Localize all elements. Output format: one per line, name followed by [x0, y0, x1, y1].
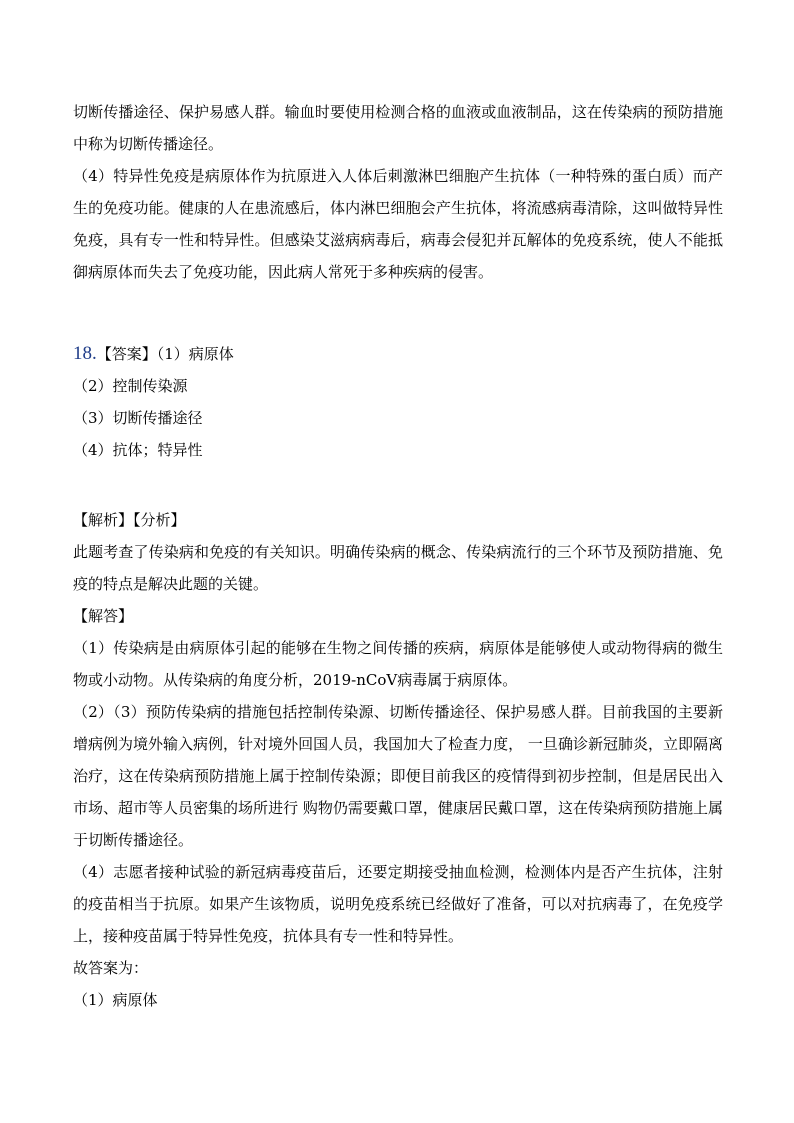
conclusion-label: 故答案为： — [73, 959, 149, 977]
answer-4: （4）抗体；特异性 — [73, 441, 203, 459]
question-number: 18. — [73, 343, 97, 364]
analysis-summary: 此题考查了传染病和免疫的有关知识。明确传染病的概念、传染病流行的三个环节及预防措施、免疫的特点是解决此题的关键。 — [73, 543, 723, 593]
analysis-heading: 【解析】【分析】 — [73, 511, 186, 529]
question-answer-line — [73, 338, 723, 370]
answer-2: （2）控制传染源 — [73, 377, 188, 395]
paragraph-specific-immunity: （4）特异性免疫是病原体作为抗原进入人体后刺激淋巴细胞产生抗体（一种特殊的蛋白质）而产生的免疫功能。健康的人在患流感后，体内淋巴细胞会产生抗体，将流感病毒清除，这叫做特异性免疫，具有专一性和特异性。但感染艾滋病病毒后，病毒会侵犯并瓦解体的免疫系统，使人不能抵御病原体而失去了免疫功能，因此病人常死于多种疾病的侵害。 — [73, 167, 723, 281]
solution-paragraph-2-3: （2）（3）预防传染病的措施包括控制传染源、切断传播途径、保护易感人群。目前我国的主要新增病例为境外输入病例，针对境外回国人员，我国加大了检查力度， 一旦确诊新冠肺炎，立即隔离治疗，这在传染病预防措施上属于控制传染源；即便目前我区的疫情得到初步控制，但是居民出入市场、超市等人员密集的场所进行 购物仍需要戴口罩，健康居民戴口罩，这在传染病预防措施上属于切断传播途径。 — [73, 703, 723, 849]
final-answer-1: （1）病原体 — [73, 991, 158, 1009]
answer-1: （1）病原体 — [156, 345, 234, 363]
paragraph-prevention-measures: 切断传播途径、保护易感人群。输血时要使用检测合格的血液或血液制品，这在传染病的预防措施中称为切断传播途径。 — [73, 103, 723, 153]
spacer — [73, 288, 723, 338]
solution-heading: 【解答】 — [73, 607, 134, 625]
answer-tag: 【答案】 — [96, 345, 157, 363]
solution-paragraph-1: （1）传染病是由病原体引起的能够在生物之间传播的疾病，病原体是能够使人或动物得病的微生物或小动物。从传染病的角度分析，2019-nCoV病毒属于病原体。 — [73, 639, 723, 689]
spacer — [73, 466, 723, 504]
answer-3: （3）切断传播途径 — [73, 409, 203, 427]
document-page — [73, 96, 723, 1016]
solution-paragraph-4: （4）志愿者接种试验的新冠病毒疫苗后，还要定期接受抽血检测，检测体内是否产生抗体，注射的疫苗相当于抗原。如果产生该物质，说明免疫系统已经做好了准备，可以对抗病毒了，在免疫学上，接种疫苗属于特异性免疫，抗体具有专一性和特异性。 — [73, 863, 723, 945]
